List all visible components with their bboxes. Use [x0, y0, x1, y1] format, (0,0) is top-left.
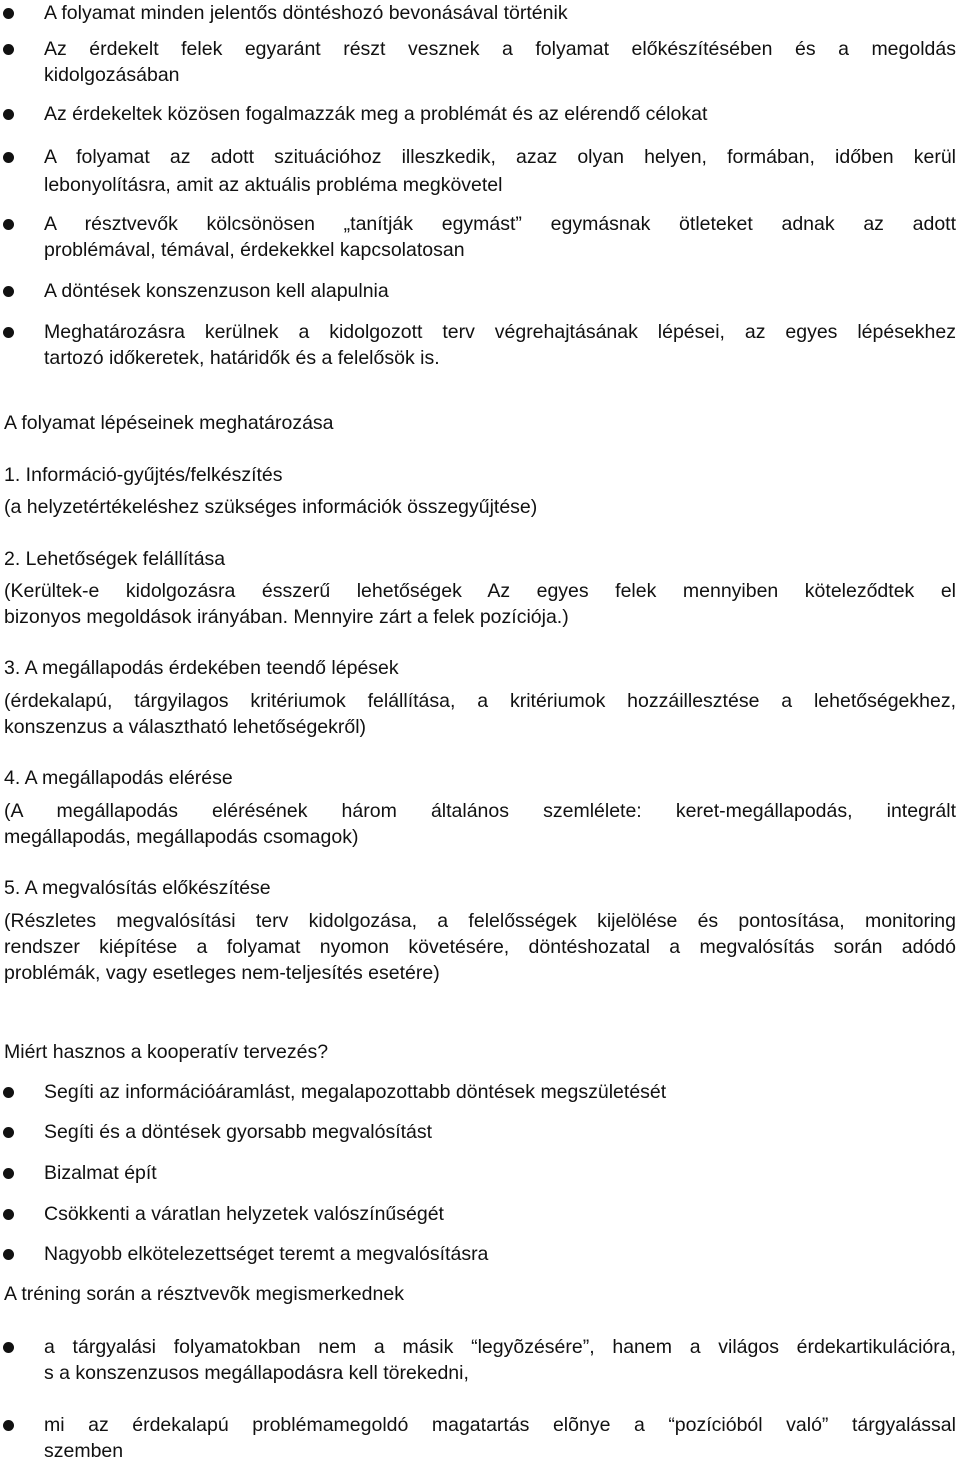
bullet-dot	[3, 1087, 14, 1098]
intro-bullet-4-line-2: lebonyolításra, amit az aktuális probléma megkövetel	[44, 174, 503, 196]
intro-bullet-2-line-1: Az érdekelt felek egyaránt részt vesznek a folyamat előkészítésében és a megoldás	[44, 38, 956, 60]
bullet-dot	[3, 219, 14, 230]
bullet-dot	[3, 8, 14, 19]
bullet-dot	[3, 1249, 14, 1260]
step-3-desc-line-2: konszenzus a választható lehetőségekről)	[4, 716, 367, 738]
step-4-desc-line-2: megállapodás, megállapodás csomagok)	[4, 826, 359, 848]
step-4-desc-line-1: (A megállapodás elérésének három általános szemlélete: keret-megállapodás, integrált	[4, 800, 956, 822]
step-2-title: 2. Lehetőségek felállítása	[4, 548, 226, 570]
bullet-dot	[3, 1342, 14, 1353]
bullet-dot	[3, 1209, 14, 1220]
intro-bullet-7-line-1: Meghatározásra kerülnek a kidolgozott terv végrehajtásának lépései, az egyes lépésekhez	[44, 321, 956, 343]
intro-bullet-7-line-2: tartozó időkeretek, határidők és a felelősök is.	[44, 347, 440, 369]
intro-bullet-6-line-1: A döntések konszenzuson kell alapulnia	[44, 280, 389, 302]
training-heading: A tréning során a résztvevõk megismerkednek	[4, 1283, 404, 1305]
intro-bullet-5-line-2: problémával, témával, érdekekkel kapcsolatosan	[44, 239, 465, 261]
step-5-desc-line-1: (Részletes megvalósítási terv kidolgozása, a felelősségek kijelölése és pontosítása, monitoring	[4, 910, 956, 932]
step-1-title: 1. Információ-gyűjtés/felkészítés	[4, 464, 283, 486]
why-bullet-3: Bizalmat épít	[44, 1162, 157, 1184]
training-bullet-2-line-2: szemben	[44, 1440, 124, 1462]
step-5-title: 5. A megvalósítás előkészítése	[4, 877, 271, 899]
intro-bullet-5-line-1: A résztvevők kölcsönösen „tanítják egymást” egymásnak ötleteket adnak az adott	[44, 213, 956, 235]
bullet-dot	[3, 44, 14, 55]
training-bullet-1-line-2: s a konszenzusos megállapodásra kell törekedni,	[44, 1362, 469, 1384]
bullet-dot	[3, 327, 14, 338]
intro-bullet-4-line-1: A folyamat az adott szituációhoz illeszkedik, azaz olyan helyen, formában, időben kerül	[44, 146, 956, 168]
bullet-dot	[3, 1168, 14, 1179]
step-2-desc-line-2: bizonyos megoldások irányában. Mennyire zárt a felek pozíciója.)	[4, 606, 569, 628]
why-bullet-1: Segíti az információáramlást, megalapozottabb döntések megszületését	[44, 1081, 667, 1103]
steps-heading: A folyamat lépéseinek meghatározása	[4, 412, 334, 434]
training-bullet-2-line-1: mi az érdekalapú problémamegoldó magatartás elõnye a “pozícióból való” tárgyalással	[44, 1414, 956, 1436]
intro-bullet-2-line-2: kidolgozásában	[44, 64, 180, 86]
why-bullet-4: Csökkenti a váratlan helyzetek valószínűségét	[44, 1203, 444, 1225]
intro-bullet-3-line-1: Az érdekeltek közösen fogalmazzák meg a problémát és az elérendő célokat	[44, 103, 708, 125]
step-4-title: 4. A megállapodás elérése	[4, 767, 233, 789]
why-bullet-2: Segíti és a döntések gyorsabb megvalósítást	[44, 1121, 433, 1143]
bullet-dot	[3, 1420, 14, 1431]
training-bullet-1-line-1: a tárgyalási folyamatokban nem a másik “legyõzésére”, hanem a világos érdekartikulációra,	[44, 1336, 956, 1358]
step-3-desc-line-1: (érdekalapú, tárgyilagos kritériumok felállítása, a kritériumok hozzáillesztése a lehetőségekhez,	[4, 690, 956, 712]
bullet-dot	[3, 109, 14, 120]
step-3-title: 3. A megállapodás érdekében teendő lépések	[4, 657, 399, 679]
intro-bullet-1-line-1: A folyamat minden jelentős döntéshozó bevonásával történik	[44, 2, 568, 24]
bullet-dot	[3, 286, 14, 297]
bullet-dot	[3, 152, 14, 163]
step-5-desc-line-3: problémák, vagy esetleges nem-teljesítés esetére)	[4, 962, 440, 984]
why-bullet-5: Nagyobb elkötelezettséget teremt a megvalósításra	[44, 1243, 489, 1265]
bullet-dot	[3, 1127, 14, 1138]
why-heading: Miért hasznos a kooperatív tervezés?	[4, 1041, 329, 1063]
step-1-desc-line-1: (a helyzetértékeléshez szükséges információk összegyűjtése)	[4, 496, 538, 518]
step-2-desc-line-1: (Kerültek-e kidolgozásra ésszerű lehetőségek Az egyes felek mennyiben köteleződtek el	[4, 580, 956, 602]
step-5-desc-line-2: rendszer kiépítése a folyamat nyomon követésére, döntéshozatal a megvalósítás során adódó	[4, 936, 956, 958]
